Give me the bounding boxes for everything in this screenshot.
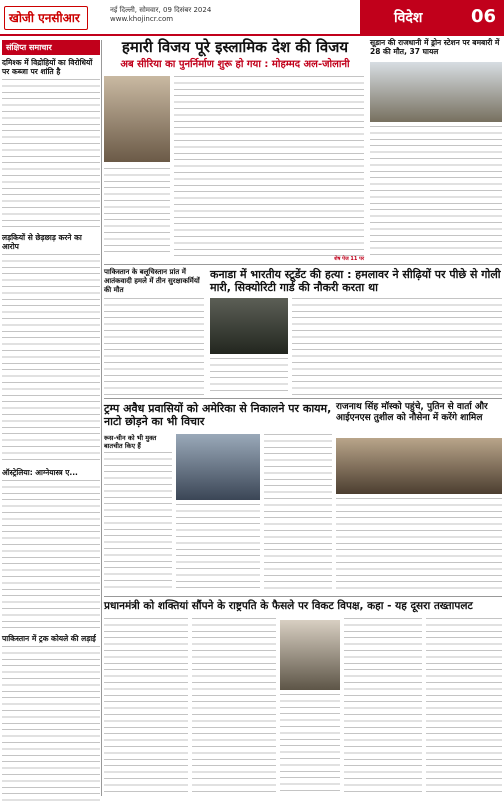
brief-body-4 xyxy=(2,646,100,806)
trump-body xyxy=(264,434,332,592)
canada-photo xyxy=(210,298,288,354)
putin-headline: राजनाथ सिंह मॉस्को पहुंचे, पुतिन से वार्ता और आईएनएस तुशील को नौसेना में करेंगे शामिल xyxy=(336,402,488,423)
row-divider-2 xyxy=(104,398,502,399)
left-column xyxy=(2,40,100,796)
sudan-story xyxy=(370,38,502,262)
korea-body-1 xyxy=(104,618,188,794)
sudan-body xyxy=(370,126,502,258)
row-divider-3 xyxy=(104,596,502,597)
lead-headline: हमारी विजय पूरे इस्लामिक देश की विजय xyxy=(121,38,349,56)
sudan-photo xyxy=(370,62,502,122)
canada-story xyxy=(104,268,502,396)
korea-body-4 xyxy=(344,618,422,794)
trump-story xyxy=(104,402,332,594)
putin-body xyxy=(336,498,502,592)
masthead-rule xyxy=(0,34,504,36)
trump-side-title: रूस-चीन को भी मुक्त बातचीत किए हैं xyxy=(104,434,157,450)
putin-photo xyxy=(336,438,502,494)
canada-body-2 xyxy=(210,358,288,396)
canada-headline: कनाडा में भारतीय स्टूडेंट की हत्या : हमलावर ने सीढ़ियों पर पीछे से गोली मारी, सिक्योरिटी गार्ड की नौकरी करता था xyxy=(210,268,501,294)
brief-title-2: लड़कियों से छेड़छाड़ करने का आरोप xyxy=(2,233,82,251)
korea-body-2 xyxy=(192,618,276,794)
section-title: विदेश xyxy=(394,10,423,26)
trump-photo xyxy=(176,434,260,500)
brief-news-tag: संक्षिप्त समाचार xyxy=(2,40,100,55)
brief-title-1: दमिश्क में विद्रोहियों का विरोधियों पर कब्जा पर शांति है xyxy=(2,58,93,76)
lead-photo xyxy=(104,76,170,162)
lead-subheadline: अब सीरिया का पुनर्निर्माण शुरू हो गया : मोहम्मद अल-जोलानी xyxy=(120,59,350,70)
trump-side-body xyxy=(104,452,172,592)
dateline: नई दिल्ली, सोमवार, 09 दिसंबर 2024 www.khojincr.com xyxy=(110,6,212,23)
continued-note: शेष पेज 11 पर xyxy=(334,256,364,262)
lead-body-col1 xyxy=(104,168,170,256)
trump-body-2 xyxy=(176,504,260,592)
korea-body-3 xyxy=(280,694,340,794)
brief-body-3 xyxy=(2,480,100,630)
putin-story xyxy=(336,402,502,594)
column-divider xyxy=(101,40,102,796)
canada-body xyxy=(292,298,502,396)
balochistan-body xyxy=(104,298,204,396)
korea-body-5 xyxy=(426,618,502,794)
sudan-headline: सूडान की राजधानी में ड्रोन स्टेशन पर बमबारी में 28 की मौत, 37 घायल xyxy=(370,38,500,56)
korea-photo xyxy=(280,620,340,690)
row-divider-1 xyxy=(104,264,502,265)
page-number: 06 xyxy=(470,6,496,27)
korea-headline: प्रधानमंत्री को शक्तियां सौंपने के राष्ट्रपति के फैसले पर विकट विपक्ष, कहा - यह दूसरा तख्तापलट xyxy=(104,600,473,612)
trump-headline: ट्रम्प अवैध प्रवासियों को अमेरिका से निकालने पर कायम, नाटो छोड़ने का भी विचार xyxy=(104,402,332,428)
brief-title-4: पाकिस्तान में ट्रक कोयले की लड़ाई xyxy=(2,634,96,643)
brief-title-3: ऑस्ट्रेलिया: आग्नेयास्त्र ए... xyxy=(2,468,78,477)
section-banner xyxy=(360,0,504,34)
brief-body-1 xyxy=(2,79,100,229)
lead-body xyxy=(174,76,364,256)
balochistan-kicker: पाकिस्तान के बलूचिस्तान प्रांत में आतंकवादी हमले में तीन सुरक्षाकर्मियों की मौत xyxy=(104,268,200,294)
korea-story xyxy=(104,600,502,796)
newspaper-logo: खोजी एनसीआर xyxy=(4,6,88,30)
brief-body-2 xyxy=(2,254,100,464)
lead-story xyxy=(104,38,366,262)
